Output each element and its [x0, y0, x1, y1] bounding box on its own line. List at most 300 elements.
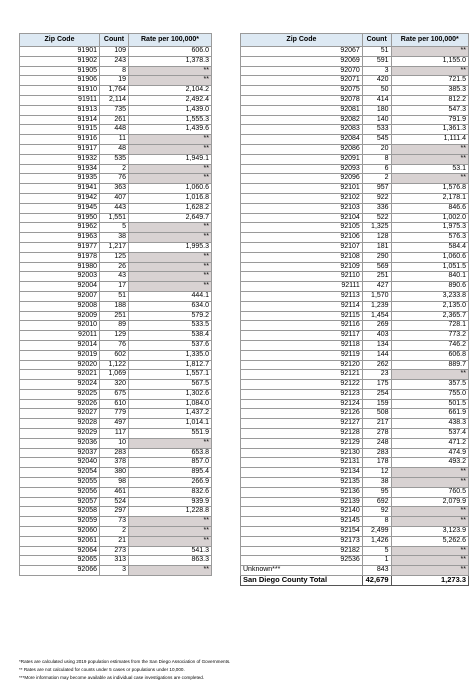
- table-row: [20, 429, 212, 439]
- count-cell: 92: [362, 507, 391, 517]
- rate-cell: 584.4: [391, 242, 468, 252]
- zip-code-cell: 92117: [241, 331, 363, 341]
- rate-cell: **: [391, 154, 468, 164]
- rate-cell: **: [129, 174, 212, 184]
- zip-code-cell: 91962: [20, 223, 100, 233]
- count-cell: 363: [100, 184, 129, 194]
- table-row: [241, 448, 469, 458]
- rate-cell: **: [129, 517, 212, 527]
- count-cell: 735: [100, 105, 129, 115]
- table-row: [241, 438, 469, 448]
- zip-code-cell: 92128: [241, 429, 363, 439]
- rate-cell: 1,439.0: [129, 105, 212, 115]
- count-cell: 336: [362, 203, 391, 213]
- rate-cell: 538.4: [129, 331, 212, 341]
- table-row: [241, 242, 469, 252]
- rate-cell: 1,812.7: [129, 360, 212, 370]
- table-row: [20, 331, 212, 341]
- zip-code-cell: 92135: [241, 478, 363, 488]
- rate-cell: **: [391, 546, 468, 556]
- count-cell: 261: [100, 115, 129, 125]
- left-table-body: [20, 47, 212, 576]
- zip-code-cell: 92028: [20, 419, 100, 429]
- zip-code-cell: 92069: [241, 56, 363, 66]
- count-cell: 117: [100, 429, 129, 439]
- count-cell: 140: [362, 115, 391, 125]
- zip-code-cell: 92140: [241, 507, 363, 517]
- count-cell: 675: [100, 389, 129, 399]
- table-row: [241, 56, 469, 66]
- count-cell: 443: [100, 203, 129, 213]
- rate-cell: 1,016.8: [129, 193, 212, 203]
- right-table-body: [241, 47, 469, 586]
- rate-cell: 1,555.3: [129, 115, 212, 125]
- rate-cell: 895.4: [129, 468, 212, 478]
- table-row: [241, 527, 469, 537]
- count-cell: 1,069: [100, 370, 129, 380]
- rate-cell: 493.2: [391, 458, 468, 468]
- zip-code-cell: 91942: [20, 193, 100, 203]
- zip-code-cell: 92037: [20, 448, 100, 458]
- table-row: [241, 154, 469, 164]
- count-cell: 51: [100, 291, 129, 301]
- rate-cell: 1,302.6: [129, 389, 212, 399]
- rate-cell: **: [391, 566, 468, 576]
- table-row: [20, 468, 212, 478]
- zip-code-cell: 92075: [241, 86, 363, 96]
- zip-code-cell: 92065: [20, 556, 100, 566]
- table-row: [241, 193, 469, 203]
- zip-code-cell: 92102: [241, 193, 363, 203]
- rate-cell: 1,628.2: [129, 203, 212, 213]
- rate-cell: **: [391, 478, 468, 488]
- rate-cell: 1,051.5: [391, 262, 468, 272]
- zip-code-cell: 92036: [20, 438, 100, 448]
- table-row: [241, 370, 469, 380]
- table-row: [241, 478, 469, 488]
- zip-code-cell: 92058: [20, 507, 100, 517]
- zip-code-cell: 92057: [20, 497, 100, 507]
- count-cell: 48: [100, 144, 129, 154]
- zip-code-cell: 91935: [20, 174, 100, 184]
- table-row: [241, 536, 469, 546]
- rate-cell: 551.9: [129, 429, 212, 439]
- zip-code-cell: 92040: [20, 458, 100, 468]
- table-row: [20, 86, 212, 96]
- zip-code-cell: 92131: [241, 458, 363, 468]
- table-row: [241, 517, 469, 527]
- zip-code-cell: San Diego County Total: [241, 576, 363, 586]
- zip-code-cell: 91914: [20, 115, 100, 125]
- zip-code-cell: 92083: [241, 125, 363, 135]
- rate-cell: 385.3: [391, 86, 468, 96]
- rate-cell: 438.3: [391, 419, 468, 429]
- table-row: [241, 301, 469, 311]
- zip-code-cell: 92101: [241, 184, 363, 194]
- count-cell: 522: [362, 213, 391, 223]
- table-row: [20, 340, 212, 350]
- zip-code-cell: 92071: [241, 76, 363, 86]
- rate-cell: 1,439.6: [129, 125, 212, 135]
- zip-code-cell: 91934: [20, 164, 100, 174]
- count-cell: 251: [362, 272, 391, 282]
- zip-code-cell: 92082: [241, 115, 363, 125]
- count-cell: 427: [362, 282, 391, 292]
- zip-code-cell: 92130: [241, 448, 363, 458]
- zip-code-cell: 92093: [241, 164, 363, 174]
- table-row: [241, 135, 469, 145]
- count-cell: 8: [100, 66, 129, 76]
- table-row: [20, 546, 212, 556]
- rate-cell: 501.5: [391, 399, 468, 409]
- table-row: [20, 301, 212, 311]
- table-row: [241, 409, 469, 419]
- rate-cell: 760.5: [391, 487, 468, 497]
- zip-code-cell: 92136: [241, 487, 363, 497]
- table-row: [20, 203, 212, 213]
- count-cell: 957: [362, 184, 391, 194]
- zip-code-cell: 91911: [20, 95, 100, 105]
- count-cell: 180: [362, 105, 391, 115]
- count-cell: 3: [100, 566, 129, 576]
- rate-cell: **: [129, 233, 212, 243]
- table-row: [20, 262, 212, 272]
- table-row: [20, 399, 212, 409]
- count-cell: 10: [100, 438, 129, 448]
- rate-cell: 547.3: [391, 105, 468, 115]
- zip-code-cell: 92103: [241, 203, 363, 213]
- count-cell: 26: [100, 262, 129, 272]
- count-cell: 461: [100, 487, 129, 497]
- count-cell: 1,325: [362, 223, 391, 233]
- count-cell: 779: [100, 409, 129, 419]
- zip-code-cell: 92010: [20, 321, 100, 331]
- count-cell: 591: [362, 56, 391, 66]
- count-cell: 50: [362, 86, 391, 96]
- rate-cell: 1,557.1: [129, 370, 212, 380]
- rate-cell: 1,273.3: [391, 576, 468, 586]
- zip-code-cell: 91902: [20, 56, 100, 66]
- count-cell: 89: [100, 321, 129, 331]
- zip-code-cell: 92027: [20, 409, 100, 419]
- rate-cell: **: [391, 66, 468, 76]
- count-cell: 98: [100, 478, 129, 488]
- table-row: [241, 95, 469, 105]
- zip-code-cell: 92114: [241, 301, 363, 311]
- count-cell: 1,122: [100, 360, 129, 370]
- count-cell: 76: [100, 174, 129, 184]
- table-row: [241, 203, 469, 213]
- zip-code-cell: 92054: [20, 468, 100, 478]
- zip-code-cell: 92009: [20, 311, 100, 321]
- unknown-row: [241, 566, 469, 576]
- rate-cell: 721.5: [391, 76, 468, 86]
- table-row: [241, 497, 469, 507]
- count-cell: 320: [100, 380, 129, 390]
- rate-cell: **: [129, 262, 212, 272]
- count-cell: 297: [100, 507, 129, 517]
- table-row: [20, 458, 212, 468]
- zip-code-cell: 92126: [241, 409, 363, 419]
- county-total-row: [241, 576, 469, 586]
- count-cell: 243: [100, 56, 129, 66]
- rate-cell: **: [129, 282, 212, 292]
- zip-code-cell: 92127: [241, 419, 363, 429]
- rate-cell: 857.0: [129, 458, 212, 468]
- zip-code-cell: 91978: [20, 252, 100, 262]
- rate-cell: 1,002.0: [391, 213, 468, 223]
- count-cell: 1,570: [362, 291, 391, 301]
- rate-cell: 791.9: [391, 115, 468, 125]
- count-cell: 378: [100, 458, 129, 468]
- table-row: [241, 223, 469, 233]
- count-cell: 407: [100, 193, 129, 203]
- zip-code-cell: 92003: [20, 272, 100, 282]
- rate-cell: 1,576.8: [391, 184, 468, 194]
- count-cell: 12: [362, 468, 391, 478]
- zip-code-cell: 92084: [241, 135, 363, 145]
- count-cell: 144: [362, 350, 391, 360]
- zip-code-cell: 91963: [20, 233, 100, 243]
- zip-code-cell: 92059: [20, 517, 100, 527]
- table-row: [20, 125, 212, 135]
- zip-code-cell: 92014: [20, 340, 100, 350]
- right-zip-table: [240, 33, 469, 586]
- table-row: [20, 389, 212, 399]
- zip-code-cell: 92116: [241, 321, 363, 331]
- table-row: [20, 154, 212, 164]
- rate-cell: 1,361.3: [391, 125, 468, 135]
- rate-cell: 533.5: [129, 321, 212, 331]
- table-row: [241, 47, 469, 57]
- table-row: [20, 478, 212, 488]
- count-cell: 290: [362, 252, 391, 262]
- footnote-rates: *Rates are calculated using 2019 population estimates from the San Diego Association of Governments.: [19, 659, 231, 664]
- table-row: [20, 370, 212, 380]
- rate-cell: 541.3: [129, 546, 212, 556]
- count-cell: 2,499: [362, 527, 391, 537]
- zip-code-cell: 92104: [241, 213, 363, 223]
- table-row: [241, 429, 469, 439]
- count-cell: 254: [362, 389, 391, 399]
- rate-cell: 2,492.4: [129, 95, 212, 105]
- table-row: [20, 497, 212, 507]
- table-row: [20, 507, 212, 517]
- count-cell: 2: [362, 174, 391, 184]
- zip-code-cell: 92111: [241, 282, 363, 292]
- count-cell: 448: [100, 125, 129, 135]
- count-cell: 602: [100, 350, 129, 360]
- count-cell: 533: [362, 125, 391, 135]
- zip-code-cell: 91950: [20, 213, 100, 223]
- zip-code-cell: 92106: [241, 233, 363, 243]
- count-cell: 569: [362, 262, 391, 272]
- table-row: [20, 517, 212, 527]
- zip-code-cell: 92145: [241, 517, 363, 527]
- table-row: [20, 144, 212, 154]
- zip-code-cell: 92061: [20, 536, 100, 546]
- table-row: [241, 262, 469, 272]
- zip-code-cell: 92108: [241, 252, 363, 262]
- table-row: [241, 458, 469, 468]
- table-row: [20, 242, 212, 252]
- count-cell: 2,114: [100, 95, 129, 105]
- rate-cell: 1,378.3: [129, 56, 212, 66]
- count-cell: 1,426: [362, 536, 391, 546]
- table-row: [20, 291, 212, 301]
- count-cell: 175: [362, 380, 391, 390]
- count-cell: 283: [362, 448, 391, 458]
- rate-cell: **: [391, 507, 468, 517]
- count-cell: 95: [362, 487, 391, 497]
- table-row: [20, 350, 212, 360]
- zip-code-cell: 92096: [241, 174, 363, 184]
- count-cell: 545: [362, 135, 391, 145]
- count-cell: 508: [362, 409, 391, 419]
- count-cell: 269: [362, 321, 391, 331]
- count-cell: 248: [362, 438, 391, 448]
- table-row: [20, 360, 212, 370]
- count-cell: 8: [362, 517, 391, 527]
- count-cell: 11: [100, 135, 129, 145]
- rate-cell: 474.9: [391, 448, 468, 458]
- rate-cell: **: [129, 527, 212, 537]
- table-row: [20, 566, 212, 576]
- rate-cell: 1,437.2: [129, 409, 212, 419]
- zip-code-cell: 92020: [20, 360, 100, 370]
- count-cell: 76: [100, 340, 129, 350]
- zip-code-cell: 92021: [20, 370, 100, 380]
- zip-code-cell: 92173: [241, 536, 363, 546]
- rate-cell: 1,014.1: [129, 419, 212, 429]
- rate-cell: **: [129, 144, 212, 154]
- count-cell: 403: [362, 331, 391, 341]
- rate-cell: 1,060.6: [391, 252, 468, 262]
- count-cell: 128: [362, 233, 391, 243]
- table-row: [241, 350, 469, 360]
- header-rate: Rate per 100,000*: [391, 34, 468, 47]
- count-cell: 497: [100, 419, 129, 429]
- zip-code-cell: 91913: [20, 105, 100, 115]
- table-row: [20, 438, 212, 448]
- zip-code-cell: 91917: [20, 144, 100, 154]
- table-row: [20, 223, 212, 233]
- table-row: [20, 409, 212, 419]
- rate-cell: 444.1: [129, 291, 212, 301]
- zip-code-cell: 92109: [241, 262, 363, 272]
- count-cell: 51: [362, 47, 391, 57]
- count-cell: 273: [100, 546, 129, 556]
- rate-cell: 2,079.9: [391, 497, 468, 507]
- count-cell: 283: [100, 448, 129, 458]
- rate-cell: **: [129, 66, 212, 76]
- table-row: [241, 340, 469, 350]
- count-cell: 38: [362, 478, 391, 488]
- table-row: [241, 174, 469, 184]
- table-row: [241, 399, 469, 409]
- zip-code-cell: 92055: [20, 478, 100, 488]
- count-cell: 43: [100, 272, 129, 282]
- zip-code-cell: 92078: [241, 95, 363, 105]
- zip-code-cell: 91901: [20, 47, 100, 57]
- zip-code-cell: 92067: [241, 47, 363, 57]
- rate-cell: **: [129, 536, 212, 546]
- rate-cell: 2,104.2: [129, 86, 212, 96]
- table-row: [20, 105, 212, 115]
- zip-code-cell: 92029: [20, 429, 100, 439]
- zip-code-cell: 92056: [20, 487, 100, 497]
- rate-cell: 3,233.8: [391, 291, 468, 301]
- table-row: [241, 105, 469, 115]
- rate-cell: 889.7: [391, 360, 468, 370]
- rate-cell: 357.5: [391, 380, 468, 390]
- table-row: [241, 66, 469, 76]
- count-cell: 159: [362, 399, 391, 409]
- zip-code-cell: 91941: [20, 184, 100, 194]
- count-cell: 178: [362, 458, 391, 468]
- table-row: [241, 311, 469, 321]
- table-row: [241, 184, 469, 194]
- count-cell: 5: [100, 223, 129, 233]
- table-row: [20, 448, 212, 458]
- rate-cell: **: [391, 144, 468, 154]
- rate-cell: 1,975.3: [391, 223, 468, 233]
- table-row: [20, 76, 212, 86]
- table-row: [20, 115, 212, 125]
- zip-code-cell: 92064: [20, 546, 100, 556]
- table-row: [20, 272, 212, 282]
- rate-cell: 634.0: [129, 301, 212, 311]
- left-zip-table: [19, 33, 212, 576]
- table-row: [20, 164, 212, 174]
- count-cell: 73: [100, 517, 129, 527]
- count-cell: 3: [362, 66, 391, 76]
- rate-cell: 1,335.0: [129, 350, 212, 360]
- table-row: [20, 321, 212, 331]
- rate-cell: **: [391, 556, 468, 566]
- rate-cell: 840.1: [391, 272, 468, 282]
- table-row: [20, 184, 212, 194]
- rate-cell: 471.2: [391, 438, 468, 448]
- table-row: [241, 233, 469, 243]
- table-row: [241, 125, 469, 135]
- count-cell: 188: [100, 301, 129, 311]
- count-cell: 414: [362, 95, 391, 105]
- table-row: [20, 252, 212, 262]
- count-cell: 2: [100, 527, 129, 537]
- zip-code-cell: 92081: [241, 105, 363, 115]
- rate-cell: 1,155.0: [391, 56, 468, 66]
- zip-code-cell: 92122: [241, 380, 363, 390]
- rate-cell: **: [391, 47, 468, 57]
- rate-cell: 5,262.6: [391, 536, 468, 546]
- table-row: [241, 164, 469, 174]
- count-cell: 1,551: [100, 213, 129, 223]
- zip-code-cell: 91977: [20, 242, 100, 252]
- rate-cell: 567.5: [129, 380, 212, 390]
- zip-code-cell: 92115: [241, 311, 363, 321]
- zip-code-cell: 92011: [20, 331, 100, 341]
- count-cell: 843: [362, 566, 391, 576]
- rate-cell: **: [129, 272, 212, 282]
- zip-code-cell: 92134: [241, 468, 363, 478]
- table-row: [20, 536, 212, 546]
- count-cell: 129: [100, 331, 129, 341]
- count-cell: 6: [362, 164, 391, 174]
- zip-code-cell: 91905: [20, 66, 100, 76]
- zip-code-cell: 92536: [241, 556, 363, 566]
- count-cell: 1,764: [100, 86, 129, 96]
